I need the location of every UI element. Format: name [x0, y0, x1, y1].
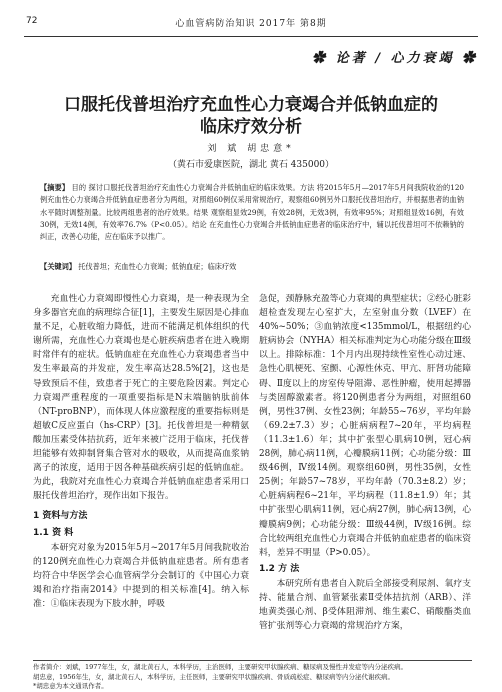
abstract-label: 【摘要】 [40, 183, 70, 192]
footnote-line-2: 胡忠意，1956年生，女，湖北黄石人，本科学历，主任医师，主要研究甲状腺疾病、骨质疏松症、糖尿病等内分泌代谢疾病。 [33, 672, 395, 681]
footnote-line-1: 作者简介：刘斌，1977年生，女，湖北黄石人，本科学历，主治医师，主要研究甲状腺疾病、糖尿病及慢性并发症等内分泌疾病。 [33, 663, 408, 671]
abstract [40, 182, 464, 243]
header-rule [24, 36, 478, 37]
title-line-2: 临床疗效分析 [200, 117, 302, 137]
abstract-text: 目的 探讨口服托伐普坦治疗充血性心力衰竭合并低钠血症的临床效果。方法 将2015年5月—2017年5月间我院收治的120例充血性心力衰竭合并低钠血症患者分为两组，对照组60例仅采用常规治疗，观察组60例另外口服托伐普坦治疗，并根据患者的血钠水平随时调整剂量。比较两组患者的治疗效果。结果 观察组显效29例，有效28例，无效3例，有效率95%；对照组显效16例，有效30例，无效14例，有效率76.7%（P<0.05）。结论 在充血性心力衰竭合并低钠血症患者的临床治疗中，辅以托伐普坦可不依赖钠的纠正，改善心功能，应在临床予以推广。 [40, 183, 464, 242]
intro-paragraph: 充血性心力衰竭即慢性心力衰竭，是一种表现为全身多器官充血的病理综合征[1]，主要发生原因是心排血量不足，心脏收缩力降低，进而不能满足机体组织的代谢所需，充血性心力衰竭也是心脏疾病患者在进入晚期时常伴有的症状。低钠血症在充血性心力衰竭患者当中发生率最高的并发症，发生率高达28.5%[2]，这也是导致预后不佳，致患者于死亡的主要危险因素。判定心力衰竭严重程度的一项重要指标是N末端脑钠肽前体（NT-proBNP），而体现人体应激程度的重要指标则是超敏C反应蛋白（hs-CRP）[3]。托伐普坦是一种精氨酸加压素受体拮抗药，近年来被广泛用于临床，托伐普坦能够有效抑制肾集合管对水的吸收，从而提高血浆钠离子的浓度，适用于因各种基础疾病引起的低钠血症。为此，我院对充血性心力衰竭合并低钠血症患者采用口服托伐普坦治疗，现作出如下报告。 [33, 294, 249, 502]
article-title [0, 94, 502, 138]
running-header [24, 14, 478, 32]
materials-continued: 急促，颈静脉充盈等心力衰竭的典型症状；②经心脏彩超检查发现左心室扩大，左室射血分数（LVEF）在40%~50%；③血钠浓度<135mmol/L，根据纽约心脏病协会（NYHA）相关标准判定为心功能分级在Ⅲ级以上。排除标准：1个月内出现持续性室性心动过速、急性心肌梗死、室颤、心源性休克、甲亢、肝肾功能障碍、Ⅱ度以上的房室传导阻滞、恶性肿瘤，使用起搏器与类固醇激素者。将120例患者分为两组，对照组60例，男性37例、女性23例；年龄55~76岁，平均年龄（69.2±7.3）岁；心脏病病程7~20年，平均病程（11.3±1.6）年；其中扩张型心肌病10例，冠心病28例，肺心病11例，心瓣膜病11例；心功能分级：Ⅲ级46例，Ⅳ级14例。观察组60例，男性35例，女性25例；年龄57~78岁，平均年龄（70.3±8.2）岁；心脏病病程6~21年，平均病程（11.8±1.9）年；其中扩张型心肌病11例，冠心病27例，肺心病13例，心瓣膜病9例；心功能分级：Ⅲ级44例，Ⅳ级16例。综合比较两组充血性心力衰竭合并低钠血症患者的临床资料，差异不明显（P>0.05）。 [259, 294, 471, 558]
section-label: ✿ 论著 / 心力衰竭 ✿ [312, 51, 478, 66]
journal-header: 心血管病防治知识 2017年 第8期 [175, 19, 327, 29]
heading-methods: 1.2 方 法 [259, 563, 300, 574]
materials-paragraph: 本研究对象为2015年5月~2017年5月间我院收治的120例充血性心力衰竭合并低钠血症患者。所有患者均符合中华医学会心血管病学分会制订的《中国心力衰竭和治疗指南2014》中提到的相关标准[4]。纳入标准：①临床表现为下肢水肿，呼吸 [33, 542, 249, 609]
keywords-text: 托伐普坦；充血性心力衰竭；低钠血症；临床疗效 [75, 262, 237, 271]
keywords [40, 262, 464, 272]
footnote-line-3: *胡忠意为本文通讯作者。 [33, 682, 108, 690]
left-column [33, 292, 249, 611]
heading-materials-methods: 1 资料与方法 [33, 511, 88, 522]
affiliation: （黄石市爱康医院，湖北 黄石 435000） [167, 160, 335, 170]
footnote [33, 660, 472, 692]
methods-paragraph: 本研究所有患者自入院后全部接受利尿剂、氧疗支持、能量合剂、血管紧张素Ⅱ受体拮抗剂（ARB）、洋地黄类强心剂、β受体阻滞剂、维生素C、硝酸酯类血管扩张剂等心力衰竭的常规治疗方案， [259, 578, 471, 632]
title-line-1: 口服托伐普坦治疗充血性心力衰竭合并低钠血症的 [64, 95, 438, 115]
page-number: 72 [26, 16, 38, 26]
keywords-label: 【关键词】 [40, 262, 76, 271]
right-column [259, 292, 471, 633]
heading-materials: 1.1 资 料 [33, 527, 74, 538]
authors: 刘 斌 胡忠意* [207, 144, 295, 154]
